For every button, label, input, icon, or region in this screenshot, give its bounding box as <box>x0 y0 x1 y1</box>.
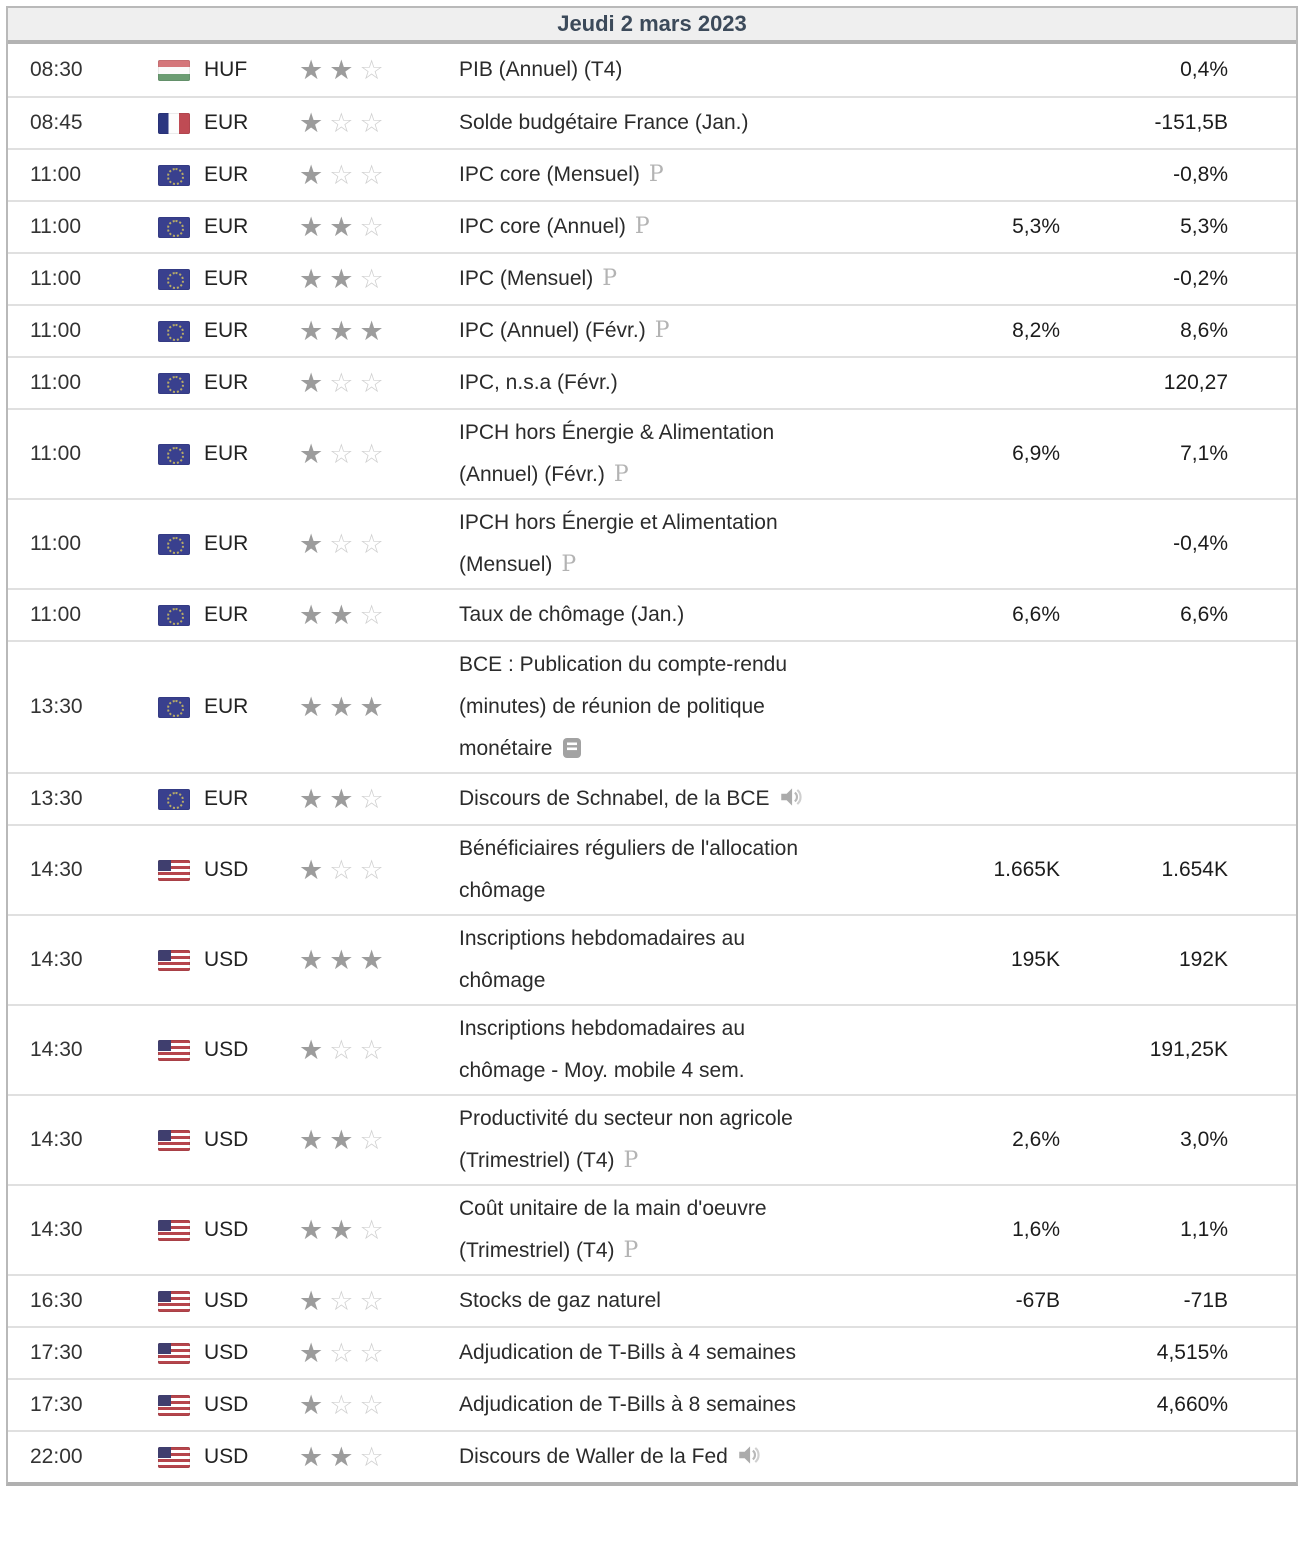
star-empty-icon: ☆ <box>359 367 390 398</box>
star-filled-icon: ★ <box>329 783 360 814</box>
flag-european-union-icon <box>158 605 190 626</box>
event-name[interactable]: Bénéficiaires réguliers de l'allocation chômage <box>459 837 799 902</box>
flag-european-union-icon <box>158 444 190 465</box>
previous-value: -71B <box>1183 1289 1228 1312</box>
star-empty-icon: ☆ <box>359 1285 390 1316</box>
star-empty-icon: ☆ <box>329 1034 360 1065</box>
star-filled-icon: ★ <box>329 944 360 975</box>
currency-code: HUF <box>204 58 248 81</box>
currency-code: USD <box>204 1218 249 1241</box>
star-empty-icon: ☆ <box>359 1124 390 1155</box>
star-empty-icon: ☆ <box>359 1214 390 1245</box>
previous-value: 192K <box>1178 948 1228 971</box>
currency-code: USD <box>204 1289 249 1312</box>
currency-code: USD <box>204 948 249 971</box>
previous-value: -0,8% <box>1173 163 1228 186</box>
event-name[interactable]: IPC core (Annuel) <box>459 215 626 238</box>
event-row <box>8 148 1296 200</box>
importance-stars <box>299 784 459 815</box>
currency-code: EUR <box>204 111 249 134</box>
star-filled-icon: ★ <box>329 211 360 242</box>
star-filled-icon: ★ <box>299 783 330 814</box>
event-row <box>8 640 1296 772</box>
event-time: 11:00 <box>30 163 81 186</box>
preliminary-marker-icon: P <box>602 266 618 291</box>
currency-code: EUR <box>204 603 249 626</box>
currency-code: USD <box>204 1445 249 1468</box>
previous-value: 4,660% <box>1156 1393 1228 1416</box>
star-filled-icon: ★ <box>299 263 330 294</box>
star-empty-icon: ☆ <box>359 1034 390 1065</box>
importance-stars <box>299 1215 459 1246</box>
star-empty-icon: ☆ <box>329 438 360 469</box>
previous-value: 191,25K <box>1149 1038 1228 1061</box>
importance-stars <box>299 692 459 723</box>
currency-code: EUR <box>204 215 249 238</box>
previous-value: 120,27 <box>1163 371 1228 394</box>
star-empty-icon: ☆ <box>359 599 390 630</box>
flag-united-states-icon <box>158 1130 190 1151</box>
star-empty-icon: ☆ <box>359 783 390 814</box>
forecast-value: 8,2% <box>1012 319 1060 342</box>
preliminary-marker-icon: P <box>648 162 664 187</box>
event-name[interactable]: IPC, n.s.a (Févr.) <box>459 371 618 394</box>
event-name[interactable]: IPC (Mensuel) <box>459 267 594 290</box>
event-time: 11:00 <box>30 371 81 394</box>
flag-european-union-icon <box>158 321 190 342</box>
star-empty-icon: ☆ <box>359 54 390 85</box>
importance-stars <box>299 264 459 295</box>
star-filled-icon: ★ <box>299 54 330 85</box>
star-filled-icon: ★ <box>299 1337 330 1368</box>
importance-stars <box>299 1286 459 1317</box>
flag-hungary-icon <box>158 60 190 81</box>
event-name[interactable]: Discours de Waller de la Fed <box>459 1445 728 1468</box>
event-time: 14:30 <box>30 1218 83 1241</box>
star-filled-icon: ★ <box>329 1124 360 1155</box>
star-filled-icon: ★ <box>299 944 330 975</box>
minutes-report-icon[interactable] <box>560 736 584 760</box>
event-row <box>8 824 1296 914</box>
previous-value: -0,2% <box>1173 267 1228 290</box>
event-time: 11:00 <box>30 532 81 555</box>
calendar-day-header <box>8 8 1296 44</box>
flag-united-states-icon <box>158 1343 190 1364</box>
calendar-date-title: Jeudi 2 mars 2023 <box>557 11 747 36</box>
event-name[interactable]: Discours de Schnabel, de la BCE <box>459 787 770 810</box>
star-filled-icon: ★ <box>299 315 330 346</box>
forecast-value: 6,6% <box>1012 603 1060 626</box>
star-filled-icon: ★ <box>329 599 360 630</box>
event-row <box>8 1378 1296 1430</box>
event-row <box>8 588 1296 640</box>
event-time: 17:30 <box>30 1341 83 1364</box>
star-filled-icon: ★ <box>299 159 330 190</box>
star-filled-icon: ★ <box>329 1441 360 1472</box>
flag-united-states-icon <box>158 1220 190 1241</box>
event-name[interactable]: Adjudication de T-Bills à 4 semaines <box>459 1341 796 1364</box>
event-row <box>8 96 1296 148</box>
event-row <box>8 1004 1296 1094</box>
star-empty-icon: ☆ <box>329 159 360 190</box>
forecast-value: 2,6% <box>1012 1128 1060 1151</box>
star-filled-icon: ★ <box>299 1124 330 1155</box>
currency-code: EUR <box>204 267 249 290</box>
previous-value: 6,6% <box>1180 603 1228 626</box>
flag-france-icon <box>158 113 190 134</box>
importance-stars <box>299 316 459 347</box>
event-name[interactable]: Inscriptions hebdomadaires au chômage <box>459 927 746 992</box>
currency-code: USD <box>204 858 249 881</box>
star-filled-icon: ★ <box>359 315 390 346</box>
event-name[interactable]: IPC (Annuel) (Févr.) <box>459 319 646 342</box>
currency-code: EUR <box>204 371 249 394</box>
star-filled-icon: ★ <box>329 691 360 722</box>
currency-code: EUR <box>204 163 249 186</box>
previous-value: 3,0% <box>1180 1128 1228 1151</box>
event-row <box>8 1184 1296 1274</box>
star-empty-icon: ☆ <box>359 438 390 469</box>
forecast-value: 1.665K <box>993 858 1060 881</box>
forecast-value: 195K <box>1010 948 1060 971</box>
event-time: 11:00 <box>30 603 81 626</box>
event-rows-list <box>8 44 1296 1482</box>
event-name[interactable]: Solde budgétaire France (Jan.) <box>459 111 749 134</box>
star-filled-icon: ★ <box>299 107 330 138</box>
importance-stars <box>299 212 459 243</box>
star-filled-icon: ★ <box>329 1214 360 1245</box>
event-name[interactable]: Inscriptions hebdomadaires au chômage - Moy. mobile 4 sem. <box>459 1017 746 1082</box>
event-row <box>8 914 1296 1004</box>
star-empty-icon: ☆ <box>329 528 360 559</box>
event-time: 14:30 <box>30 1038 83 1061</box>
star-filled-icon: ★ <box>299 528 330 559</box>
star-empty-icon: ☆ <box>359 528 390 559</box>
flag-european-union-icon <box>158 217 190 238</box>
flag-united-states-icon <box>158 950 190 971</box>
flag-united-states-icon <box>158 1395 190 1416</box>
event-time: 11:00 <box>30 267 81 290</box>
star-filled-icon: ★ <box>359 944 390 975</box>
event-time: 08:45 <box>30 111 83 134</box>
previous-value: 1,1% <box>1180 1218 1228 1241</box>
event-row <box>8 408 1296 498</box>
preliminary-marker-icon: P <box>654 318 670 343</box>
importance-stars <box>299 529 459 560</box>
event-time: 11:00 <box>30 215 81 238</box>
preliminary-marker-icon: P <box>634 214 650 239</box>
event-time: 14:30 <box>30 948 83 971</box>
flag-european-union-icon <box>158 269 190 290</box>
flag-united-states-icon <box>158 1447 190 1468</box>
currency-code: EUR <box>204 787 249 810</box>
star-filled-icon: ★ <box>329 263 360 294</box>
star-empty-icon: ☆ <box>359 854 390 885</box>
event-time: 16:30 <box>30 1289 83 1312</box>
event-row <box>8 356 1296 408</box>
preliminary-marker-icon: P <box>623 1148 639 1173</box>
speaker-icon <box>778 784 804 810</box>
event-name[interactable]: IPC core (Mensuel) <box>459 163 640 186</box>
star-filled-icon: ★ <box>299 854 330 885</box>
star-filled-icon: ★ <box>299 438 330 469</box>
forecast-value: -67B <box>1015 1289 1060 1312</box>
importance-stars <box>299 368 459 399</box>
event-time: 08:30 <box>30 58 83 81</box>
star-filled-icon: ★ <box>329 315 360 346</box>
star-empty-icon: ☆ <box>359 107 390 138</box>
currency-code: USD <box>204 1341 249 1364</box>
previous-value: -151,5B <box>1154 111 1228 134</box>
event-time: 14:30 <box>30 858 83 881</box>
event-row <box>8 44 1296 96</box>
preliminary-marker-icon: P <box>613 462 629 487</box>
flag-european-union-icon <box>158 373 190 394</box>
star-empty-icon: ☆ <box>359 263 390 294</box>
event-time: 17:30 <box>30 1393 83 1416</box>
event-row <box>8 1326 1296 1378</box>
event-time: 14:30 <box>30 1128 83 1151</box>
flag-european-union-icon <box>158 789 190 810</box>
star-filled-icon: ★ <box>299 691 330 722</box>
event-name[interactable]: Coût unitaire de la main d'oeuvre (Trimestriel) (T4) <box>459 1197 767 1262</box>
star-filled-icon: ★ <box>299 211 330 242</box>
event-row <box>8 772 1296 824</box>
event-row <box>8 498 1296 588</box>
importance-stars <box>299 160 459 191</box>
flag-united-states-icon <box>158 860 190 881</box>
star-empty-icon: ☆ <box>329 367 360 398</box>
importance-stars <box>299 1338 459 1369</box>
event-name[interactable]: Productivité du secteur non agricole (Trimestriel) (T4) <box>459 1107 793 1172</box>
event-name[interactable]: PIB (Annuel) (T4) <box>459 58 623 81</box>
event-row <box>8 1274 1296 1326</box>
preliminary-marker-icon: P <box>561 552 577 577</box>
currency-code: USD <box>204 1393 249 1416</box>
event-time: 11:00 <box>30 442 81 465</box>
event-name[interactable]: Stocks de gaz naturel <box>459 1289 661 1312</box>
flag-united-states-icon <box>158 1291 190 1312</box>
previous-value: 8,6% <box>1180 319 1228 342</box>
forecast-value: 5,3% <box>1012 215 1060 238</box>
previous-value: -0,4% <box>1173 532 1228 555</box>
importance-stars <box>299 1035 459 1066</box>
star-filled-icon: ★ <box>299 367 330 398</box>
importance-stars <box>299 1390 459 1421</box>
star-empty-icon: ☆ <box>359 1389 390 1420</box>
currency-code: EUR <box>204 319 249 342</box>
event-time: 22:00 <box>30 1445 83 1468</box>
previous-value: 1.654K <box>1161 858 1228 881</box>
star-empty-icon: ☆ <box>359 211 390 242</box>
preliminary-marker-icon: P <box>623 1238 639 1263</box>
importance-stars <box>299 55 459 86</box>
star-filled-icon: ★ <box>299 599 330 630</box>
currency-code: EUR <box>204 532 249 555</box>
star-filled-icon: ★ <box>299 1285 330 1316</box>
flag-united-states-icon <box>158 1040 190 1061</box>
importance-stars <box>299 945 459 976</box>
economic-calendar <box>6 6 1298 1486</box>
event-time: 13:30 <box>30 787 83 810</box>
flag-european-union-icon <box>158 534 190 555</box>
star-empty-icon: ☆ <box>329 1389 360 1420</box>
currency-code: EUR <box>204 442 249 465</box>
event-name[interactable]: Taux de chômage (Jan.) <box>459 603 685 626</box>
event-row <box>8 304 1296 356</box>
currency-code: EUR <box>204 695 249 718</box>
importance-stars <box>299 1442 459 1473</box>
star-empty-icon: ☆ <box>359 159 390 190</box>
star-filled-icon: ★ <box>299 1214 330 1245</box>
star-empty-icon: ☆ <box>359 1441 390 1472</box>
currency-code: USD <box>204 1038 249 1061</box>
previous-value: 7,1% <box>1180 442 1228 465</box>
star-filled-icon: ★ <box>329 54 360 85</box>
star-empty-icon: ☆ <box>359 1337 390 1368</box>
star-empty-icon: ☆ <box>329 1337 360 1368</box>
star-filled-icon: ★ <box>299 1441 330 1472</box>
star-filled-icon: ★ <box>299 1389 330 1420</box>
event-row <box>8 200 1296 252</box>
event-time: 13:30 <box>30 695 83 718</box>
star-empty-icon: ☆ <box>329 107 360 138</box>
star-empty-icon: ☆ <box>329 1285 360 1316</box>
event-name[interactable]: BCE : Publication du compte-rendu (minutes) de réunion de politique monétaire <box>459 653 788 760</box>
star-filled-icon: ★ <box>299 1034 330 1065</box>
importance-stars <box>299 855 459 886</box>
currency-code: USD <box>204 1128 249 1151</box>
event-name[interactable]: Adjudication de T-Bills à 8 semaines <box>459 1393 796 1416</box>
importance-stars <box>299 1125 459 1156</box>
previous-value: 4,515% <box>1156 1341 1228 1364</box>
importance-stars <box>299 600 459 631</box>
star-filled-icon: ★ <box>359 691 390 722</box>
flag-european-union-icon <box>158 165 190 186</box>
flag-european-union-icon <box>158 697 190 718</box>
previous-value: 0,4% <box>1180 58 1228 81</box>
event-row <box>8 1430 1296 1482</box>
event-name[interactable]: IPCH hors Énergie et Alimentation (Mensuel) <box>459 511 778 576</box>
event-name[interactable]: IPCH hors Énergie & Alimentation (Annuel) (Févr.) <box>459 421 775 486</box>
forecast-value: 1,6% <box>1012 1218 1060 1241</box>
event-row <box>8 1094 1296 1184</box>
speaker-icon <box>736 1442 762 1468</box>
forecast-value: 6,9% <box>1012 442 1060 465</box>
star-empty-icon: ☆ <box>329 854 360 885</box>
importance-stars <box>299 439 459 470</box>
event-time: 11:00 <box>30 319 81 342</box>
importance-stars <box>299 108 459 139</box>
event-row <box>8 252 1296 304</box>
previous-value: 5,3% <box>1180 215 1228 238</box>
